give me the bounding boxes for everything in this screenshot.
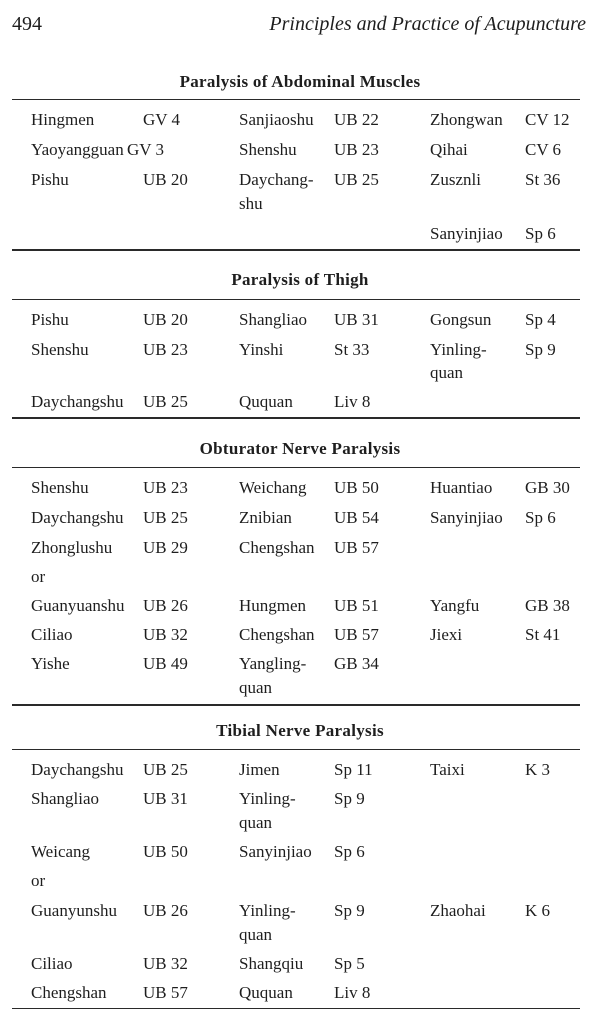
point-code: Sp 6 [525,508,556,527]
point-code: UB 23 [334,140,379,159]
point-name: Qihai [430,140,468,159]
point-name-continuation: quan [239,678,273,697]
section-top-rule [12,467,580,468]
point-name: Hingmen [31,110,95,129]
section-bottom-rule [12,249,580,251]
point-name: Daychangshu [31,508,124,527]
point-name: Zhonglushu [31,538,113,557]
alternative-or: or [31,567,46,586]
point-code: GB 34 [334,654,379,673]
point-name: Ququan [239,983,293,1002]
point-name: Pishu [31,170,69,189]
point-code: UB 49 [143,654,188,673]
point-code: UB 50 [143,842,188,861]
point-code: UB 25 [143,760,188,779]
point-code: UB 26 [143,596,188,615]
point-name: Sanyinjiao [430,508,503,527]
section-top-rule [12,99,580,100]
point-name: Weicang [31,842,91,861]
point-name: Gongsun [430,310,492,329]
point-name: Hungmen [239,596,307,615]
point-name: Shangliao [239,310,307,329]
point-code: UB 23 [143,340,188,359]
point-code: UB 50 [334,478,379,497]
point-name: Zusznli [430,170,481,189]
running-title: Principles and Practice of Acupuncture [269,13,586,35]
point-name: Daychangshu [31,760,124,779]
page-number: 494 [12,13,42,35]
section-bottom-rule [12,417,580,419]
point-code: UB 51 [334,596,379,615]
point-name: Shenshu [239,140,297,159]
point-code: St 36 [525,170,561,189]
point-name: Chengshan [239,625,315,644]
point-name: Chengshan [31,983,107,1002]
point-name: Zhongwan [430,110,503,129]
point-name: Yaoyangguan [31,140,124,159]
section-title: Tibial Nerve Paralysis [216,721,384,740]
section-title: Paralysis of Abdominal Muscles [179,72,421,91]
point-name: Chengshan [239,538,315,557]
point-name: Yangfu [430,596,480,615]
point-code: CV 12 [525,110,570,129]
point-code: UB 22 [334,110,379,129]
point-name: Shenshu [31,340,89,359]
point-code: UB 57 [143,983,188,1002]
section-top-rule [12,299,580,300]
point-name: Yinling- [239,789,296,808]
point-code: Sp 4 [525,310,556,329]
point-name: Yinshi [239,340,284,359]
point-name: Sanyinjiao [239,842,312,861]
section-bottom-rule [12,1008,580,1009]
point-name: Yangling- [239,654,307,673]
point-name: Ciliao [31,625,73,644]
point-name: Guanyuanshu [31,596,125,615]
point-name: Shangliao [31,789,99,808]
point-code: UB 20 [143,170,188,189]
point-code: UB 57 [334,538,379,557]
point-code: UB 23 [143,478,188,497]
point-name: Jiexi [430,625,463,644]
point-name: Zhaohai [430,901,486,920]
page-header [12,13,586,39]
section-title: Paralysis of Thigh [231,270,369,289]
point-name: Ququan [239,392,293,411]
point-name: Huantiao [430,478,493,497]
point-name: Ciliao [31,954,73,973]
point-code: Liv 8 [334,983,371,1002]
point-code: Sp 6 [525,224,556,243]
alternative-or: or [31,871,46,890]
point-name: Daychang- [239,170,314,189]
point-code: UB 25 [143,392,188,411]
section-bottom-rule [12,704,580,706]
point-code: UB 32 [143,625,188,644]
point-name-continuation: quan [239,813,273,832]
point-code: Sp 9 [525,340,556,359]
point-code: Sp 9 [334,789,365,808]
point-name-continuation: quan [239,925,273,944]
point-name: Yinling- [430,340,487,359]
point-name: Jimen [239,760,280,779]
point-code: Sp 6 [334,842,365,861]
point-name: Guanyunshu [31,901,117,920]
point-name: Sanyinjiao [430,224,503,243]
point-code: UB 29 [143,538,188,557]
point-code: UB 31 [143,789,188,808]
point-name: Yinling- [239,901,296,920]
point-code: UB 25 [334,170,379,189]
point-code: K 3 [525,760,551,779]
point-code: UB 25 [143,508,188,527]
point-code: GB 30 [525,478,570,497]
point-name: Yishe [31,654,70,673]
point-code: UB 31 [334,310,379,329]
point-name: Taixi [430,760,465,779]
point-name: Sanjiaoshu [239,110,314,129]
point-code: Sp 11 [334,760,373,779]
point-code: Sp 5 [334,954,365,973]
point-code: GB 38 [525,596,570,615]
point-code: GV 4 [143,110,180,129]
point-code: UB 20 [143,310,188,329]
point-code: UB 54 [334,508,379,527]
point-name: Daychangshu [31,392,124,411]
point-code: UB 26 [143,901,188,920]
point-name-continuation: shu [239,194,263,213]
point-name: Shangqiu [239,954,304,973]
point-code: St 41 [525,625,561,644]
section-top-rule [12,749,580,750]
point-code: GV 3 [127,140,164,159]
point-name: Pishu [31,310,69,329]
point-name-continuation: quan [430,363,464,382]
point-code: Liv 8 [334,392,371,411]
point-name: Znibian [239,508,292,527]
point-code: St 33 [334,340,370,359]
point-code: CV 6 [525,140,562,159]
section-title: Obturator Nerve Paralysis [199,439,401,458]
point-code: UB 57 [334,625,379,644]
point-code: Sp 9 [334,901,365,920]
point-code: UB 32 [143,954,188,973]
point-name: Shenshu [31,478,89,497]
point-code: K 6 [525,901,551,920]
point-name: Weichang [239,478,307,497]
